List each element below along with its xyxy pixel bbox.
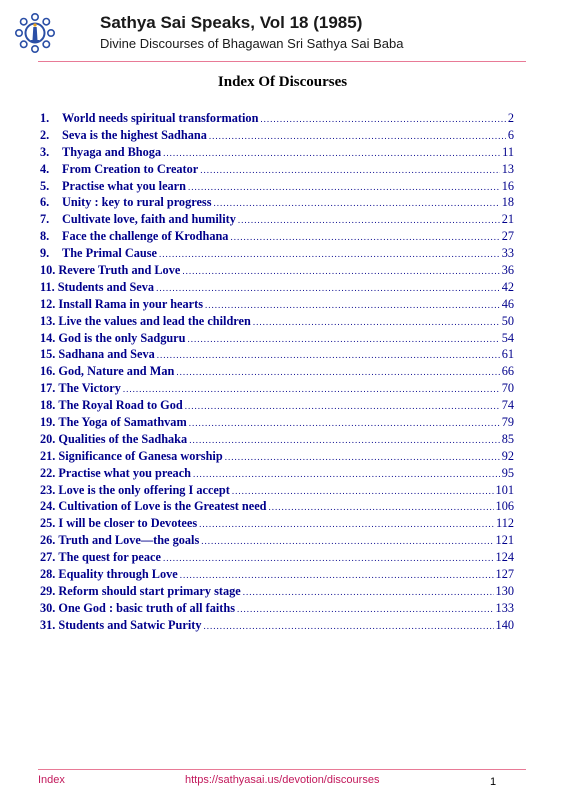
toc-entry-number: 3. xyxy=(40,144,50,159)
toc-entry-page[interactable]: 106 xyxy=(495,499,514,514)
toc-entry-title[interactable]: Qualities of the Sadhaka xyxy=(58,431,188,446)
toc-dot-leader xyxy=(269,499,494,516)
header-divider xyxy=(38,61,526,62)
toc-dot-leader xyxy=(188,179,500,196)
toc-entry-page[interactable]: 127 xyxy=(495,567,514,582)
toc-entry[interactable] xyxy=(40,296,514,313)
toc-dot-leader xyxy=(253,314,500,331)
toc-dot-leader xyxy=(238,212,500,229)
toc-entry-number: 22. xyxy=(40,465,56,480)
toc-entry-page[interactable]: 36 xyxy=(501,263,514,278)
toc-entry-page[interactable]: 16 xyxy=(501,178,514,193)
toc-entry-title[interactable]: Sadhana and Seva xyxy=(58,347,155,362)
toc-entry-page[interactable]: 6 xyxy=(507,127,514,142)
toc-entry-title[interactable]: Cultivate love, faith and humility xyxy=(62,212,236,227)
toc-entry-page[interactable]: 46 xyxy=(501,296,514,311)
toc-entry[interactable] xyxy=(40,465,514,482)
toc-entry-title[interactable]: Reform should start primary stage xyxy=(58,583,241,598)
toc-entry-number: 18. xyxy=(40,398,56,413)
footer-page-number: 1 xyxy=(490,776,497,788)
toc-entry-title[interactable]: God, Nature and Man xyxy=(58,364,175,379)
toc-entry[interactable] xyxy=(40,161,514,178)
toc-entry[interactable] xyxy=(40,498,514,515)
toc-entry[interactable] xyxy=(40,178,514,195)
page-title: Sathya Sai Speaks, Vol 18 (1985) xyxy=(100,13,363,32)
toc-dot-leader xyxy=(199,516,494,533)
toc-dot-leader xyxy=(209,128,506,145)
toc-entry[interactable] xyxy=(40,363,514,380)
toc-entry-title[interactable]: God is the only Sadguru xyxy=(58,330,186,345)
toc-entry[interactable] xyxy=(40,532,514,549)
toc-dot-leader xyxy=(176,364,499,381)
toc-entry-page[interactable]: 54 xyxy=(501,330,514,345)
toc-entry-number: 6. xyxy=(40,195,50,210)
toc-dot-leader xyxy=(163,145,500,162)
toc-entry-title[interactable]: Cultivation of Love is the Greatest need xyxy=(58,499,267,514)
toc-dot-leader xyxy=(260,111,505,128)
toc-dot-leader xyxy=(185,398,500,415)
toc-entry-number: 15. xyxy=(40,347,56,362)
toc-entry[interactable] xyxy=(40,211,514,228)
toc-entry-page[interactable]: 61 xyxy=(501,347,514,362)
toc-entry[interactable] xyxy=(40,397,514,414)
toc-entry-number: 9. xyxy=(40,246,50,261)
footer-discourses-link[interactable]: https://sathyasai.us/devotion/discourses xyxy=(185,774,380,786)
toc-entry-page[interactable]: 11 xyxy=(502,144,514,159)
toc-entry-page[interactable]: 121 xyxy=(495,533,514,548)
toc-entry-page[interactable]: 21 xyxy=(501,212,514,227)
toc-entry-page[interactable]: 133 xyxy=(495,600,514,615)
toc-entry-number: 17. xyxy=(40,381,56,396)
toc-entry-page[interactable]: 101 xyxy=(495,482,514,497)
toc-entry-page[interactable]: 79 xyxy=(501,415,514,430)
toc-entry-number: 16. xyxy=(40,364,56,379)
toc-entry[interactable] xyxy=(40,144,514,161)
toc-entry-number: 8. xyxy=(40,229,50,244)
toc-entry-number: 23. xyxy=(40,482,56,497)
toc-entry[interactable] xyxy=(40,515,514,532)
toc-dot-leader xyxy=(156,280,500,297)
toc-entry-page[interactable]: 66 xyxy=(501,364,514,379)
toc-entry[interactable] xyxy=(40,566,514,583)
footer-section-label: Index xyxy=(38,774,65,786)
toc-dot-leader xyxy=(180,567,494,584)
toc-entry-title[interactable]: The quest for peace xyxy=(58,550,161,565)
toc-entry-number: 21. xyxy=(40,448,56,463)
toc-entry-number: 11. xyxy=(40,279,55,294)
toc-entry-number: 31. xyxy=(40,617,56,632)
toc-entry-title[interactable]: Love is the only offering I accept xyxy=(58,482,230,497)
toc-dot-leader xyxy=(237,601,494,618)
toc-entry[interactable] xyxy=(40,617,514,634)
toc-entry-page[interactable]: 33 xyxy=(501,246,514,261)
toc-entry-number: 2. xyxy=(40,127,50,142)
toc-entry-page[interactable]: 70 xyxy=(501,381,514,396)
page-header xyxy=(0,0,565,64)
toc-entry[interactable] xyxy=(40,380,514,397)
toc-entry-number: 1. xyxy=(40,111,50,125)
toc-entry[interactable] xyxy=(40,313,514,330)
toc-entry[interactable] xyxy=(40,228,514,245)
toc-entry[interactable] xyxy=(40,330,514,347)
toc-entry-title[interactable]: Seva is the highest Sadhana xyxy=(62,127,207,142)
toc-entry-title[interactable]: Truth and Love—the goals xyxy=(58,533,200,548)
toc-entry[interactable] xyxy=(40,448,514,465)
toc-dot-leader xyxy=(200,162,499,179)
toc-entry-title[interactable]: Revere Truth and Love xyxy=(58,263,181,278)
toc-entry-title[interactable]: Significance of Ganesa worship xyxy=(58,448,223,463)
toc-entry[interactable] xyxy=(40,583,514,600)
toc-entry-number: 14. xyxy=(40,330,56,345)
toc-entry[interactable] xyxy=(40,346,514,363)
toc-entry-number: 10. xyxy=(40,263,56,278)
toc-dot-leader xyxy=(230,229,499,246)
toc-entry-number: 24. xyxy=(40,499,56,514)
toc-dot-leader xyxy=(193,466,500,483)
toc-entry-title[interactable]: Equality through Love xyxy=(58,567,178,582)
toc-entry-title[interactable]: Students and Seva xyxy=(57,279,155,294)
toc-entry-number: 19. xyxy=(40,415,56,430)
toc-entry[interactable] xyxy=(40,194,514,211)
toc-entry-number: 30. xyxy=(40,600,56,615)
toc-entry-number: 26. xyxy=(40,533,56,548)
toc-dot-leader xyxy=(204,618,494,635)
toc-entry-page[interactable]: 140 xyxy=(495,617,514,632)
toc-entry-number: 12. xyxy=(40,296,56,311)
toc-entry[interactable] xyxy=(40,600,514,617)
toc-entry-title[interactable]: The Royal Road to God xyxy=(58,398,183,413)
toc-entry-page[interactable]: 74 xyxy=(501,398,514,413)
toc-entry-page[interactable]: 18 xyxy=(501,195,514,210)
toc-entry[interactable] xyxy=(40,279,514,296)
toc-entry[interactable] xyxy=(40,414,514,431)
toc-entry[interactable] xyxy=(40,549,514,566)
toc-entry-page[interactable]: 112 xyxy=(496,516,514,531)
toc-dot-leader xyxy=(182,263,499,280)
toc-dot-leader xyxy=(157,347,500,364)
toc-entry-number: 29. xyxy=(40,583,56,598)
toc-entry[interactable] xyxy=(40,262,514,279)
toc-entry[interactable] xyxy=(40,110,514,127)
toc-dot-leader xyxy=(205,297,500,314)
toc-dot-leader xyxy=(232,483,494,500)
footer-divider xyxy=(38,769,526,770)
toc-entry-number: 7. xyxy=(40,212,50,227)
sathya-sai-emblem-icon xyxy=(12,10,58,56)
toc-entry-number: 13. xyxy=(40,313,56,328)
toc-entry[interactable] xyxy=(40,245,514,262)
toc-dot-leader xyxy=(189,432,500,449)
toc-entry-title[interactable]: Students and Satwic Purity xyxy=(58,617,202,632)
toc-dot-leader xyxy=(163,550,494,567)
toc-entry-title[interactable]: Practise what you learn xyxy=(62,178,186,193)
toc-entry-title[interactable]: The Victory xyxy=(58,381,121,396)
toc-entry-page[interactable]: 42 xyxy=(501,279,514,294)
toc-entry-title[interactable]: One God : basic truth of all faiths xyxy=(58,600,235,615)
toc-entry-page[interactable]: 130 xyxy=(495,583,514,598)
toc-entry-number: 27. xyxy=(40,550,56,565)
toc-entry-page[interactable]: 2 xyxy=(507,111,514,125)
toc-entry-number: 5. xyxy=(40,178,50,193)
toc-entry-number: 25. xyxy=(40,516,56,531)
toc-entry-page[interactable]: 124 xyxy=(495,550,514,565)
toc-entry-title[interactable]: Install Rama in your hearts xyxy=(58,296,203,311)
toc-dot-leader xyxy=(123,381,500,398)
toc-entry-page[interactable]: 50 xyxy=(501,313,514,328)
toc-entry-title[interactable]: I will be closer to Devotees xyxy=(58,516,198,531)
toc-entry-title[interactable]: Unity : key to rural progress xyxy=(62,195,212,210)
toc-entry-number: 28. xyxy=(40,567,56,582)
toc-dot-leader xyxy=(243,584,494,601)
table-of-contents xyxy=(40,110,514,634)
toc-entry[interactable] xyxy=(40,127,514,144)
toc-entry-title[interactable]: Live the values and lead the children xyxy=(58,313,251,328)
toc-entry-page[interactable]: 92 xyxy=(501,448,514,463)
toc-entry-title[interactable]: The Yoga of Samathvam xyxy=(58,415,187,430)
toc-entry-title[interactable]: World needs spiritual transformation xyxy=(62,111,259,125)
toc-dot-leader xyxy=(225,449,500,466)
toc-entry-title[interactable]: Face the challenge of Krodhana xyxy=(62,229,229,244)
toc-dot-leader xyxy=(189,415,500,432)
toc-entry-number: 20. xyxy=(40,431,56,446)
index-heading: Index Of Discourses xyxy=(217,74,348,90)
toc-entry-title[interactable]: The Primal Cause xyxy=(62,246,157,261)
toc-dot-leader xyxy=(187,331,499,348)
toc-entry-number: 4. xyxy=(40,161,50,176)
toc-dot-leader xyxy=(159,246,500,263)
toc-entry-page[interactable]: 85 xyxy=(501,431,514,446)
toc-entry-page[interactable]: 95 xyxy=(501,465,514,480)
toc-dot-leader xyxy=(214,195,500,212)
page-subtitle: Divine Discourses of Bhagawan Sri Sathya Sai Baba xyxy=(100,36,404,51)
toc-entry-page[interactable]: 13 xyxy=(501,161,514,176)
toc-entry-title[interactable]: Thyaga and Bhoga xyxy=(62,144,162,159)
toc-dot-leader xyxy=(201,533,493,550)
toc-entry[interactable] xyxy=(40,482,514,499)
toc-entry[interactable] xyxy=(40,431,514,448)
toc-entry-title[interactable]: From Creation to Creator xyxy=(62,161,199,176)
toc-entry-page[interactable]: 27 xyxy=(501,229,514,244)
toc-entry-title[interactable]: Practise what you preach xyxy=(58,465,192,480)
